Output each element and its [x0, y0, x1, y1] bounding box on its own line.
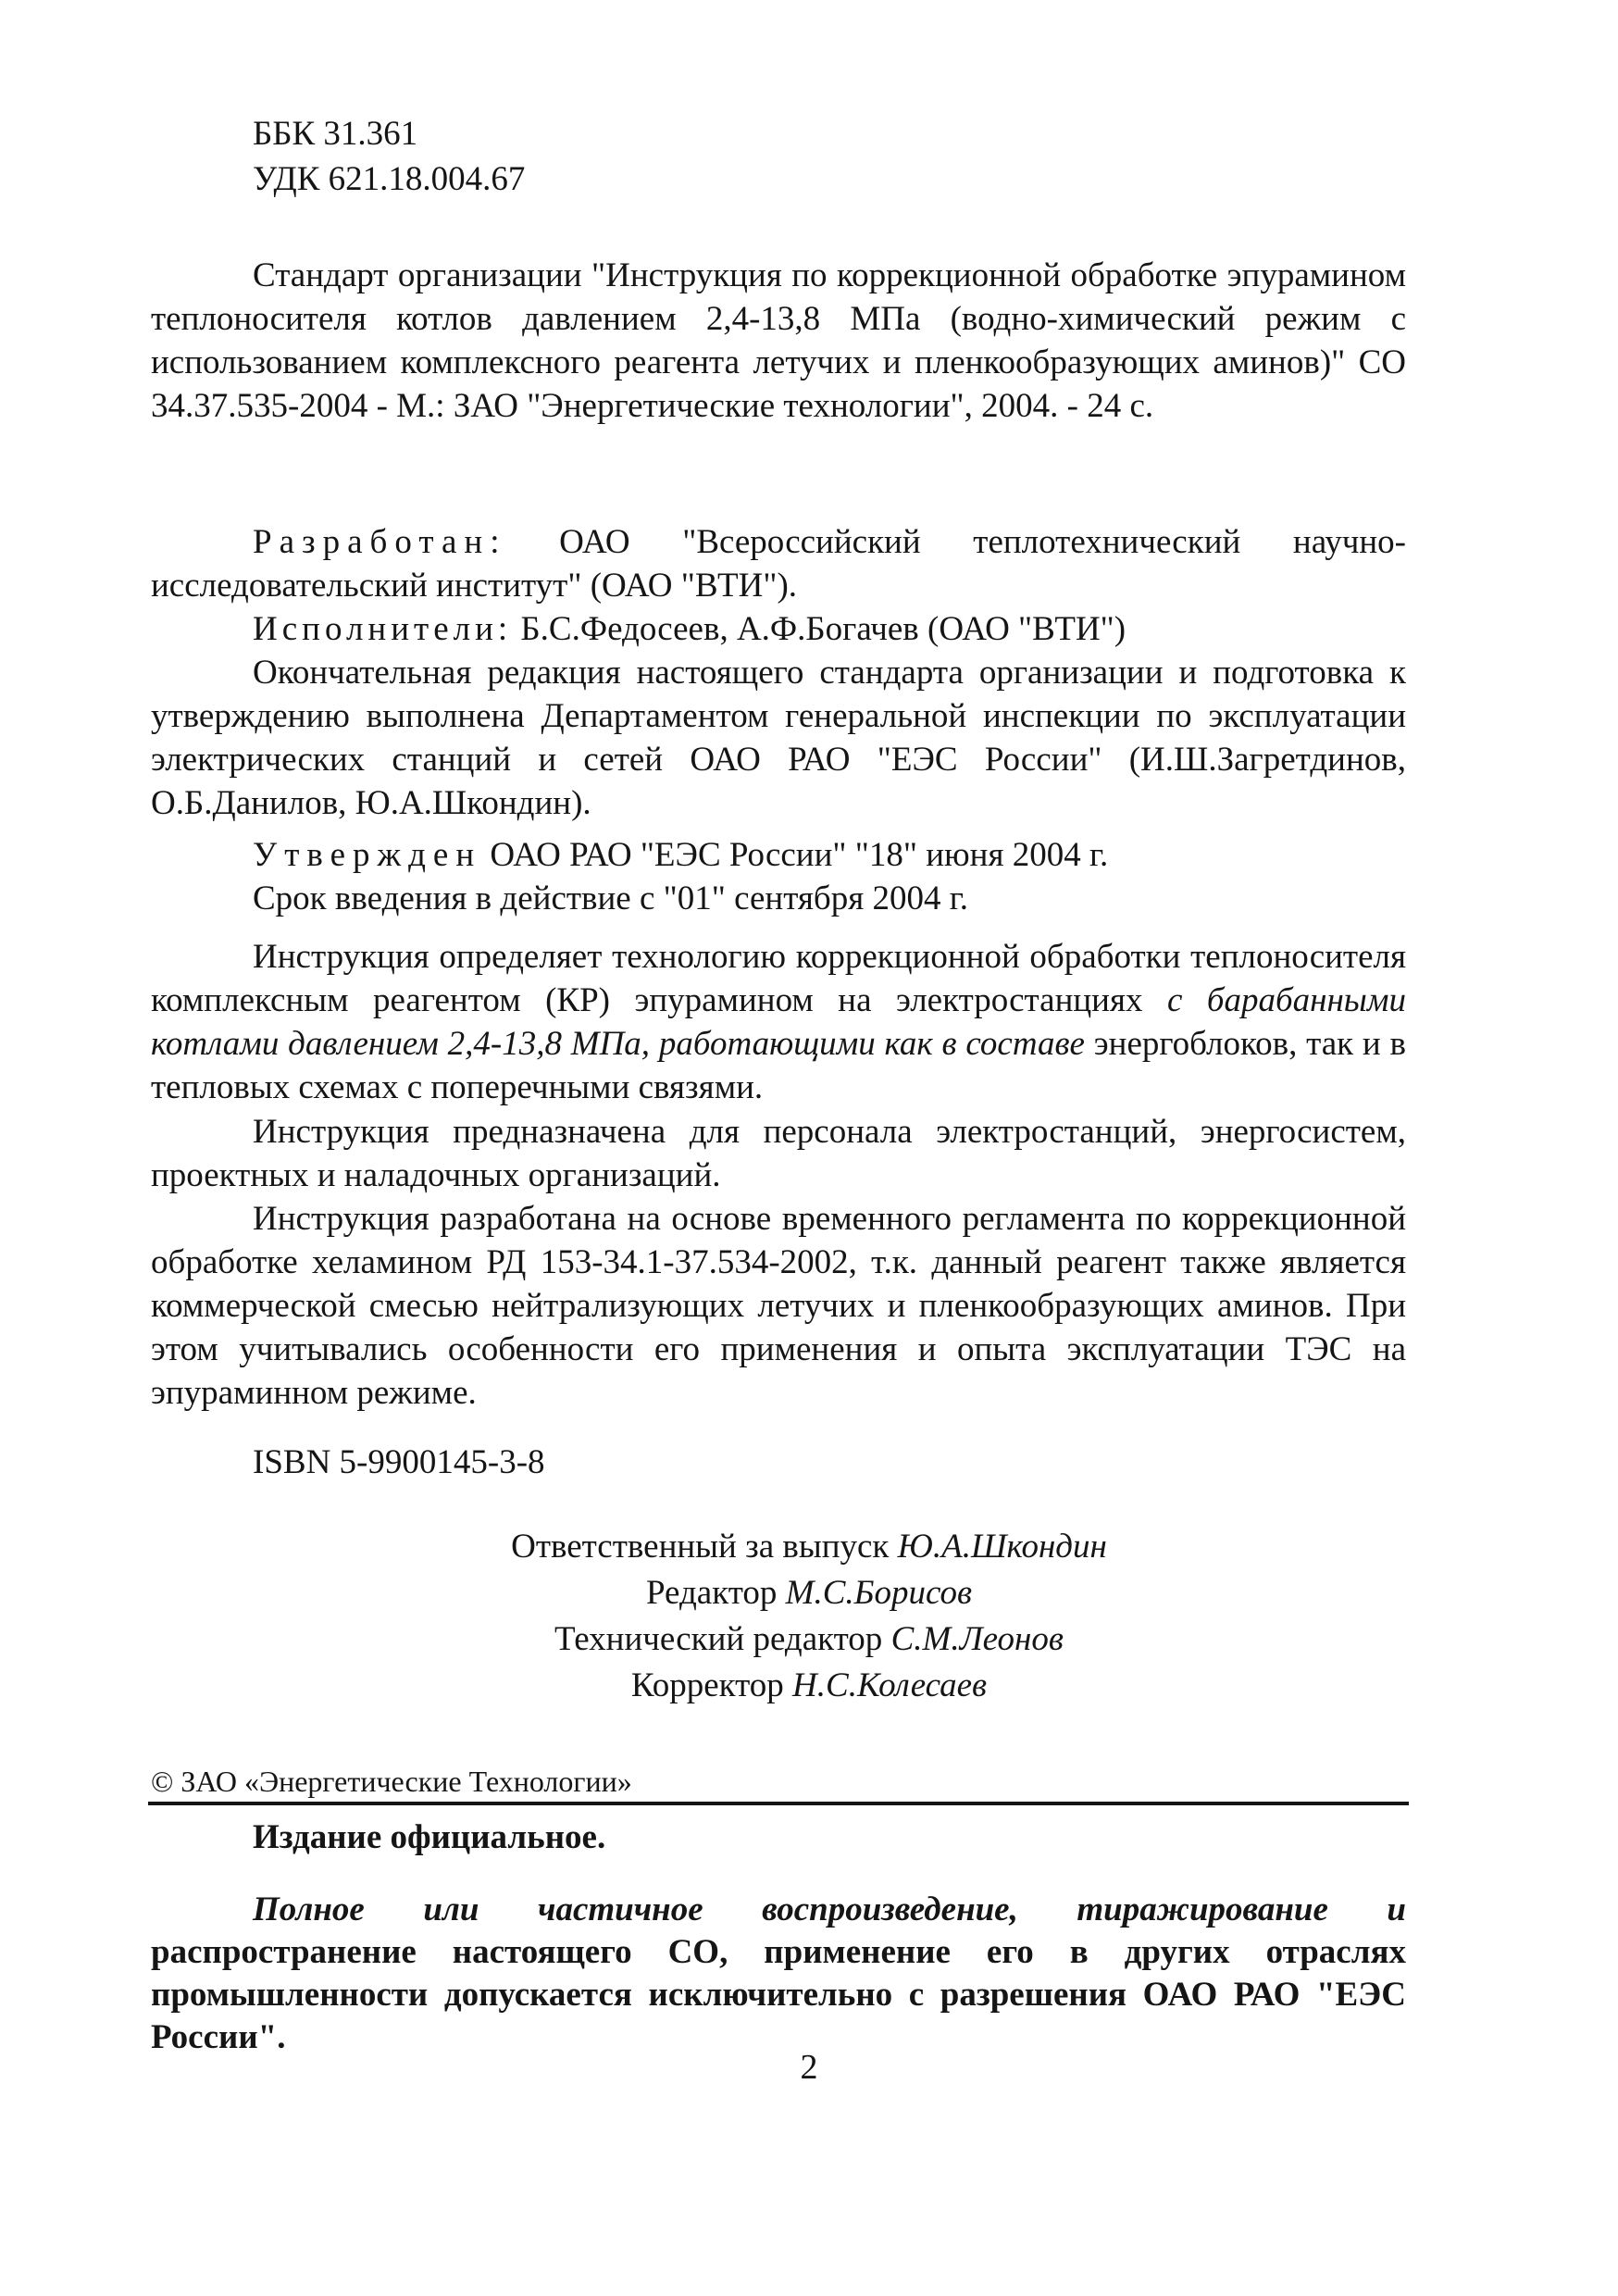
credit-responsible: [0, 1524, 1618, 1570]
copyright-line: © ЗАО «Энергетические Технологии»: [151, 1765, 632, 1798]
page-number: 2: [800, 2048, 818, 2087]
bbk-code: ББК 31.361: [253, 115, 418, 153]
notice-italic-start: Полное или частичное воспроизведение, тиражирование и: [253, 1890, 1406, 1928]
description-paragraph-1: [151, 935, 1406, 1109]
reproduction-notice: [151, 1889, 1406, 2059]
executors-line: [151, 607, 1406, 651]
executors-label: Исполнители:: [253, 610, 513, 648]
official-edition-label: Издание официальное.: [253, 1818, 606, 1856]
citation-paragraph: Стандарт организации "Инструкция по коррекционной обработке эпурамином теплоносителя котлов давлением 2,4-13,8 МПа (водно-химический режим с использованием комплексного реагента летучих и пленкообразующих аминов)" СО 34.37.535-2004 - М.: ЗАО "Энергетические технологии", 2004. - 24 с.: [151, 256, 1406, 425]
final-edition-paragraph: Окончательная редакция настоящего стандарта организации и подготовка к утверждению выполнена Департаментом генеральной инспекции по эксплуатации электрических станций и сетей ОАО РАО "ЕЭС России" (И.Ш.Загретдинов, О.Б.Данилов, Ю.А.Шкондин).: [151, 654, 1406, 822]
notice-text: распространение настоящего СО, применение его в других отраслях промышленности допускается исключительно с разрешения ОАО РАО "ЕЭС России".: [151, 1933, 1406, 2056]
description-1-start: Инструкция определяет технологию коррекционной обработки теплоносителя комплексным реагентом (КР) эпурамином на электростанциях: [151, 938, 1406, 1019]
credit-role: Ответственный за выпуск: [511, 1528, 890, 1566]
description-paragraph-3: Инструкция разработана на основе временного регламента по коррекционной обработке хеламином РД 153-34.1-37.534-2002, т.к. данный реагент также является коммерческой смесью нейтрализующих летучих и пленкообразующих аминов. При этом учитывались особенности его применения и опыта эксплуатации ТЭС на эпураминном режиме.: [151, 1200, 1406, 1412]
credit-editor: [0, 1570, 1618, 1616]
description-paragraph-2: Инструкция предназначена для персонала электростанций, энергосистем, проектных и наладочных организаций.: [151, 1113, 1406, 1194]
developer-paragraph: [151, 520, 1406, 607]
divider-rule: [148, 1802, 1409, 1805]
credit-role: Корректор: [630, 1666, 784, 1704]
approved-text: ОАО РАО "ЕЭС России" "18" июня 2004 г.: [490, 836, 1109, 874]
executors-text: Б.С.Федосеев, А.Ф.Богачев (ОАО "ВТИ"): [520, 610, 1126, 648]
description-1-end: энергоблоков, так и в тепловых схемах с поперечными связями.: [151, 1025, 1406, 1106]
description-1-italic: с барабанными котлами давлением 2,4-13,8 МПа, работающими как в составе: [151, 981, 1406, 1063]
isbn-line: ISBN 5-9900145-3-8: [253, 1443, 545, 1481]
credit-role: Технический редактор: [554, 1620, 883, 1658]
approved-label: Утвержден: [253, 836, 482, 874]
credit-person: Н.С.Колесаев: [792, 1666, 988, 1704]
credit-person: Ю.А.Шкондин: [897, 1528, 1107, 1566]
credit-tech-editor: [0, 1616, 1618, 1663]
effective-date-line: Срок введения в действие с "01" сентября 2004 г.: [253, 880, 969, 917]
credit-person: С.М.Леонов: [890, 1620, 1064, 1658]
approved-line: [151, 833, 1406, 877]
credit-role: Редактор: [645, 1574, 778, 1612]
developer-text: ОАО "Всероссийский теплотехнический научно-исследовательский институт" (ОАО "ВТИ").: [151, 523, 1406, 605]
credit-person: М.С.Борисов: [785, 1574, 973, 1612]
credit-proofreader: [0, 1663, 1618, 1709]
udk-code: УДК 621.18.004.67: [253, 160, 526, 198]
developer-label: Разработан:: [253, 523, 507, 561]
credits-block: [0, 1524, 1618, 1709]
classification-codes: [253, 111, 525, 202]
